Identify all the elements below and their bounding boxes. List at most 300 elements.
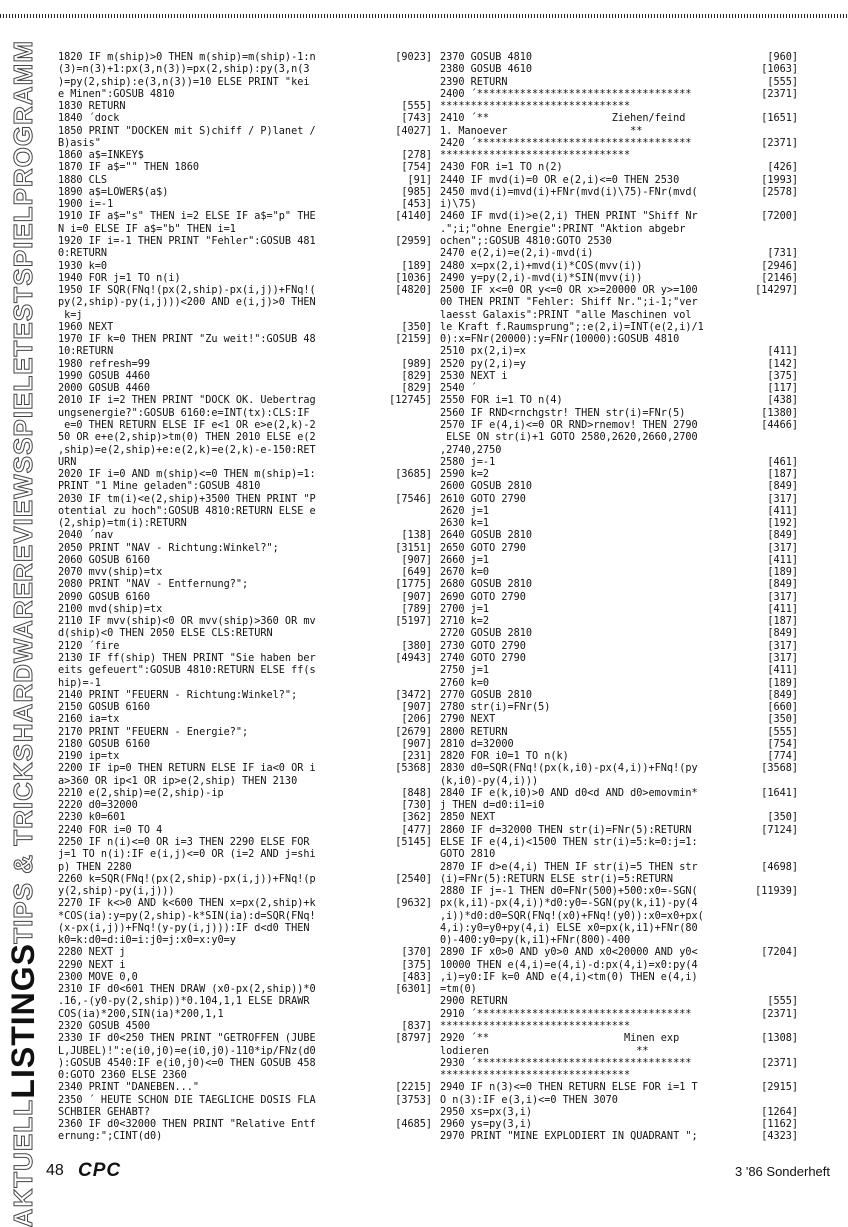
checksum: [2915]: [761, 1082, 798, 1094]
checksum: [2371]: [761, 88, 798, 100]
code-text: 2410 ´** Ziehen/feind 1. Manoever **: [440, 113, 686, 137]
checksum: [483]: [401, 971, 432, 983]
code-text: 1990 GOSUB 4460: [58, 370, 151, 382]
checksum: [350]: [767, 812, 798, 824]
checksum: [849]: [767, 689, 798, 701]
checksum: [754]: [767, 738, 798, 750]
code-text: 2910 ´*********************************** *******************************: [440, 1008, 692, 1032]
code-line: [58, 150, 432, 162]
code-line: [440, 273, 798, 285]
code-text: 2540 ´: [440, 383, 477, 395]
checksum: [1651]: [761, 113, 798, 125]
checksum: [660]: [767, 702, 798, 714]
code-line: [58, 285, 432, 322]
code-line: [440, 481, 798, 493]
code-text: 2190 ip=tx: [58, 751, 120, 763]
code-line: [58, 273, 432, 285]
code-text: 2710 k=2: [440, 616, 490, 628]
checksum: [375]: [767, 370, 798, 382]
code-line: [58, 690, 432, 702]
code-line: [58, 947, 432, 959]
code-text: 2320 GOSUB 4500: [58, 1020, 151, 1032]
code-text: 1910 IF a$="s" THEN i=2 ELSE IF a$="p" THE N i=0 ELSE IF a$="b" THEN i=1: [58, 211, 316, 235]
code-line: [58, 567, 432, 579]
code-line: [58, 383, 432, 395]
code-line: [440, 138, 798, 163]
checksum: [555]: [767, 76, 798, 88]
code-text: 2840 IF e(k,i0)>0 AND d0<d AND d0>emovmin* j THEN d=d0:i1=i0: [440, 787, 698, 812]
code-text: 2090 GOSUB 6160: [58, 591, 151, 603]
code-line: [58, 555, 432, 567]
checksum: [411]: [767, 505, 798, 517]
code-line: [440, 714, 798, 726]
checksum: [1641]: [761, 787, 798, 799]
checksum: [438]: [767, 395, 798, 407]
checksum: [189]: [767, 567, 798, 579]
code-text: 2700 j=1: [440, 603, 490, 615]
checksum: [8797]: [395, 1033, 432, 1045]
code-line: [440, 469, 798, 481]
checksum: [411]: [767, 603, 798, 615]
checksum: [2215]: [395, 1082, 432, 1094]
checksum: [907]: [401, 702, 432, 714]
page-number: 48: [46, 1162, 64, 1179]
checksum: [849]: [767, 628, 798, 640]
sidebar-word: REVIEWS: [8, 454, 38, 582]
code-text: 2350 ´ HEUTE SCHON DIE TAEGLICHE DOSIS FLA SCHBIER GEHABT?: [58, 1094, 316, 1118]
code-line: [58, 334, 432, 359]
code-line: [440, 616, 798, 628]
checksum: [1993]: [761, 174, 798, 186]
listing-column-left: [58, 52, 432, 1144]
checksum: [206]: [401, 714, 432, 726]
code-line: [58, 1033, 432, 1082]
code-text: 2740 GOTO 2790: [440, 653, 526, 665]
checksum: [138]: [401, 530, 432, 542]
checksum: [317]: [767, 493, 798, 505]
code-text: 2490 y=py(2,i)-mvd(i)*SIN(mvv(i)): [440, 272, 643, 284]
code-line: [440, 383, 798, 395]
checksum: [5197]: [395, 616, 432, 628]
code-text: 2470 e(2,i)=e(2,i)-mvd(i): [440, 248, 594, 260]
code-text: 2260 k=SQR(FNq!(px(2,ship)-px(i,j))+FNq!(p y(2,ship)-py(i,j))): [58, 873, 316, 898]
checksum: [2946]: [761, 260, 798, 272]
checksum: [4943]: [395, 653, 432, 665]
checksum: [649]: [401, 567, 432, 579]
code-line: [440, 52, 798, 64]
code-line: [58, 1082, 432, 1094]
code-text: 2300 MOVE 0,0: [58, 971, 138, 983]
code-line: [58, 616, 432, 641]
code-line: [58, 739, 432, 751]
code-text: 2870 IF d>e(4,i) THEN IF str(i)=5 THEN str (i)=FNr(5):RETURN ELSE str(i)=5:RETURN: [440, 861, 698, 885]
checksum: [189]: [401, 260, 432, 272]
checksum: [907]: [401, 591, 432, 603]
code-line: [440, 543, 798, 555]
code-line: [440, 1082, 798, 1107]
checksum: [231]: [401, 751, 432, 763]
code-text: 2790 NEXT: [440, 714, 496, 726]
code-line: [58, 1119, 432, 1144]
code-text: 2150 GOSUB 6160: [58, 702, 151, 714]
checksum: [317]: [767, 653, 798, 665]
code-line: [440, 261, 798, 273]
code-line: [58, 960, 432, 972]
code-line: [440, 494, 798, 506]
code-line: [440, 1009, 798, 1034]
code-text: 2380 GOSUB 4610: [440, 64, 533, 76]
code-text: 2200 IF ip=0 THEN RETURN ELSE IF ia<0 OR i a>360 OR ip<1 OR ip>e(2,ship) THEN 2130: [58, 763, 316, 787]
checksum: [2371]: [761, 137, 798, 149]
code-text: 2630 k=1: [440, 518, 490, 530]
checksum: [91]: [407, 174, 432, 186]
checksum: [453]: [401, 199, 432, 211]
code-text: 2570 IF e(4,i)<=0 OR RND>rnemov! THEN 2790 ELSE ON str(i)+1 GOTO 2580,2620,2660,2700 ,2740,2750: [440, 419, 698, 456]
checksum: [187]: [767, 616, 798, 628]
checksum: [848]: [401, 787, 432, 799]
checksum: [317]: [767, 542, 798, 554]
code-line: [58, 800, 432, 812]
code-text: 2600 GOSUB 2810: [440, 481, 533, 493]
code-text: 2240 FOR i=0 TO 4: [58, 824, 163, 836]
code-line: [440, 420, 798, 457]
code-line: [58, 788, 432, 800]
checksum: [117]: [767, 383, 798, 395]
checksum: [187]: [767, 469, 798, 481]
code-text: 1860 a$=INKEY$: [58, 150, 144, 162]
code-line: [440, 1131, 798, 1143]
checksum: [2679]: [395, 726, 432, 738]
code-line: [440, 947, 798, 996]
code-text: 2960 ys=py(3,i): [440, 1119, 533, 1131]
code-line: [440, 518, 798, 530]
code-text: 1960 NEXT: [58, 321, 114, 333]
checksum: [2146]: [761, 272, 798, 284]
checksum: [9632]: [395, 898, 432, 910]
checksum: [370]: [401, 947, 432, 959]
code-text: 1970 IF k=0 THEN PRINT "Zu weit!":GOSUB 48 10:RETURN: [58, 334, 316, 358]
code-text: 2110 IF mvv(ship)<0 OR mvv(ship)>360 OR mv d(ship)<0 THEN 2050 ELSE CLS:RETURN: [58, 616, 316, 640]
checksum: [1063]: [761, 64, 798, 76]
code-text: 2880 IF j=-1 THEN d0=FNr(500)+500:x0=-SGN( px(k,i1)-px(4,i))*d0:y0=-SGN(py(k,i1)-py(4 ,i))*d0:d0=SQR(FNq!(x0)+FNq!(y0)):x0=x0+px( 4,i):y0=y0+py(4,i) ELSE x0=px(k,i1)+FNr(80 0)-400:y0=py(k,i1)+FNr(800)-400: [440, 886, 704, 947]
checksum: [4323]: [761, 1131, 798, 1143]
code-line: [440, 395, 798, 407]
code-text: 2590 k=2: [440, 469, 490, 481]
code-line: [440, 555, 798, 567]
code-text: 1890 a$=LOWER$(a$): [58, 186, 169, 198]
code-text: 1920 IF i=-1 THEN PRINT "Fehler":GOSUB 481 0:RETURN: [58, 235, 316, 260]
checksum: [3568]: [761, 763, 798, 775]
checksum: [1036]: [395, 272, 432, 284]
sidebar-word: SPIELETEST: [8, 285, 38, 455]
code-line: [58, 187, 432, 199]
sidebar-word: HARDWARE: [8, 581, 38, 743]
code-line: [58, 714, 432, 726]
checksum: [3753]: [395, 1094, 432, 1106]
code-text: 1950 IF SQR(FNq!(px(2,ship)-px(i,j))+FNq!( py(2,ship)-py(i,j)))<200 AND e(i,j)>0 THEN k=j: [58, 285, 316, 321]
code-line: [440, 812, 798, 824]
code-line: [58, 469, 432, 494]
checksum: [555]: [767, 996, 798, 1008]
code-text: 2500 IF x<=0 OR y<=0 OR x>=20000 OR y>=100 00 THEN PRINT "Fehler: Shiff Nr.";i-1;"ver laesst Galaxis":PRINT "alle Maschinen vol le Kraft f.Raumsprung";:e(2,i)=INT(e(2,i)/1 0):x=FNr(20000):y=FNr(10000):GOSUB 4810: [440, 285, 704, 346]
code-line: [58, 236, 432, 261]
checksum: [4698]: [761, 861, 798, 873]
code-text: 2820 FOR i0=1 TO n(k): [440, 751, 569, 763]
code-line: [58, 1021, 432, 1033]
checksum: [849]: [767, 530, 798, 542]
code-text: 2390 RETURN: [440, 76, 508, 88]
code-line: [440, 702, 798, 714]
code-line: [58, 641, 432, 653]
code-text: 2130 IF ff(ship) THEN PRINT "Sie haben ber eits gefeuert":GOSUB 4810:RETURN ELSE ff(s hip)=-1: [58, 653, 316, 689]
code-line: [440, 408, 798, 420]
code-text: 2140 PRINT "FEUERN - Richtung:Winkel?";: [58, 689, 298, 701]
code-line: [440, 162, 798, 174]
code-text: 2100 mvd(ship)=tx: [58, 603, 163, 615]
code-text: 2310 IF d0<601 THEN DRAW (x0-px(2,ship))*0 .16,-(y0-py(2,ship))*0.104,1,1 ELSE DRAWR COS(ia)*200,SIN(ia)*200,1,1: [58, 984, 316, 1020]
code-text: 2280 NEXT j: [58, 947, 126, 959]
code-line: [58, 359, 432, 371]
code-text: 2770 GOSUB 2810: [440, 689, 533, 701]
code-line: [58, 543, 432, 555]
checksum: [4820]: [395, 285, 432, 297]
code-text: 2810 d=32000: [440, 738, 514, 750]
code-line: [440, 628, 798, 640]
page-footer: [0, 1158, 848, 1188]
code-text: 2180 GOSUB 6160: [58, 738, 151, 750]
checksum: [7124]: [761, 824, 798, 836]
checksum: [730]: [401, 800, 432, 812]
code-text: 2950 xs=px(3,i): [440, 1106, 533, 1118]
checksum: [774]: [767, 751, 798, 763]
code-text: 1840 ´dock: [58, 113, 120, 125]
checksum: [743]: [401, 113, 432, 125]
code-line: [58, 162, 432, 174]
checksum: [317]: [767, 591, 798, 603]
code-text: 2360 IF d0<32000 THEN PRINT "Relative Entf ernung:";CINT(d0): [58, 1119, 316, 1143]
code-line: [58, 702, 432, 714]
code-line: [440, 825, 798, 862]
code-text: 1870 IF a$="" THEN 1860: [58, 162, 200, 174]
checksum: [14297]: [755, 285, 798, 297]
sidebar-word: AKTUELL: [8, 1098, 38, 1227]
code-line: [440, 567, 798, 579]
checksum: [7204]: [761, 947, 798, 959]
code-text: 2920 ´** Minen exp lodieren **: [440, 1033, 680, 1057]
checksum: [837]: [401, 1020, 432, 1032]
code-line: [58, 653, 432, 690]
issue-label: 3 '86 Sonderheft: [735, 1164, 830, 1179]
code-line: [58, 763, 432, 788]
checksum: [11939]: [755, 886, 798, 898]
checksum: [477]: [401, 824, 432, 836]
code-text: 2720 GOSUB 2810: [440, 628, 533, 640]
code-line: [440, 579, 798, 591]
checksum: [4140]: [395, 211, 432, 223]
checksum: [317]: [767, 640, 798, 652]
checksum: [1308]: [761, 1033, 798, 1045]
checksum: [7200]: [761, 211, 798, 223]
code-line: [440, 1107, 798, 1119]
code-text: 2160 ia=tx: [58, 714, 120, 726]
code-line: [58, 751, 432, 763]
code-text: 1880 CLS: [58, 174, 108, 186]
checksum: [411]: [767, 346, 798, 358]
checksum: [461]: [767, 456, 798, 468]
code-line: [58, 530, 432, 542]
sidebar-word: LISTINGS: [5, 943, 41, 1099]
checksum: [829]: [401, 383, 432, 395]
checksum: [754]: [401, 162, 432, 174]
sidebar-word: SPIELPROGRAMM: [8, 40, 38, 286]
code-line: [440, 211, 798, 248]
checksum: [849]: [767, 579, 798, 591]
code-line: [58, 175, 432, 187]
code-line: [440, 886, 798, 947]
checksum: [1380]: [761, 407, 798, 419]
code-line: [440, 653, 798, 665]
code-line: [440, 1033, 798, 1058]
code-text: 2660 j=1: [440, 554, 490, 566]
code-text: 2120 ´fire: [58, 640, 120, 652]
checksum: [789]: [401, 603, 432, 615]
checksum: [1162]: [761, 1119, 798, 1131]
section-sidebar: [0, 40, 46, 1227]
checksum: [985]: [401, 186, 432, 198]
code-text: 2550 FOR i=1 TO n(4): [440, 395, 563, 407]
checksum: [362]: [401, 812, 432, 824]
code-line: [440, 1058, 798, 1083]
code-line: [440, 592, 798, 604]
code-text: 1850 PRINT "DOCKEN mit S)chiff / P)lanet / B)asis": [58, 125, 316, 149]
code-text: 1930 k=0: [58, 260, 108, 272]
code-text: 2460 IF mvd(i)>e(2,i) THEN PRINT "Shiff Nr .";i;"ohne Energie":PRINT "Aktion abgebr ochen";:GOSUB 4810:GOTO 2530: [440, 211, 698, 247]
code-line: [440, 506, 798, 518]
code-line: [440, 751, 798, 763]
code-text: 2290 NEXT i: [58, 959, 126, 971]
code-line: [58, 1095, 432, 1120]
code-text: 2670 k=0: [440, 567, 490, 579]
checksum: [3151]: [395, 542, 432, 554]
code-line: [58, 126, 432, 151]
checksum: [12745]: [389, 395, 432, 407]
code-text: 2830 d0=SQR(FNq!(px(k,i0)-px(4,i))+FNq!(py (k,i0)-py(4,i))): [440, 763, 698, 787]
code-text: 2860 IF d=32000 THEN str(i)=FNr(5):RETURN ELSE IF e(4,i)<1500 THEN str(i)=5:k=0:j=1: GOTO 2810: [440, 824, 698, 861]
checksum: [2371]: [761, 1008, 798, 1020]
code-text: 2210 e(2,ship)=e(2,ship)-ip: [58, 787, 224, 799]
code-text: 2370 GOSUB 4810: [440, 52, 533, 63]
code-text: 1900 i=-1: [58, 199, 114, 211]
code-text: 2640 GOSUB 2810: [440, 530, 533, 542]
code-line: [440, 1119, 798, 1131]
code-line: [58, 101, 432, 113]
checksum: [960]: [767, 52, 798, 63]
code-text: 1980 refresh=99: [58, 358, 151, 370]
checksum: [278]: [401, 150, 432, 162]
code-line: [440, 113, 798, 138]
code-text: 2440 IF mvd(i)=0 OR e(2,i)<=0 THEN 2530: [440, 174, 680, 186]
code-line: [58, 371, 432, 383]
code-line: [440, 64, 798, 76]
listing-column-right: [440, 52, 798, 1144]
checksum: [7546]: [395, 493, 432, 505]
code-text: 2330 IF d0<250 THEN PRINT "GETROFFEN (JUBE L,JUBEL)!":e(i0,j0)=e(i0,j0)-110*ip/FNz(d0 ):GOSUB 4540:IF e(i0,j0)<=0 THEN GOSUB 458 0:GOTO 2360 ELSE 2360: [58, 1033, 316, 1082]
code-text: 2420 ´*********************************** *******************************: [440, 137, 692, 162]
code-line: [440, 739, 798, 751]
code-text: 2340 PRINT "DANEBEN...": [58, 1082, 200, 1094]
code-text: 2890 IF x0>0 AND y0>0 AND x0<20000 AND y0< 10000 THEN e(4,i)=e(4,i)-d:px(4,i)=x0:py(4 ,i)=y0:IF k=0 AND e(4,i)<tm(0) THEN e(4,i) =tm(0): [440, 947, 698, 996]
code-text: 2080 PRINT "NAV - Entfernung?";: [58, 579, 249, 591]
code-line: [440, 862, 798, 887]
code-text: 2430 FOR i=1 TO n(2): [440, 162, 563, 174]
checksum: [350]: [767, 714, 798, 726]
checksum: [4685]: [395, 1119, 432, 1131]
code-text: 1940 FOR j=1 TO n(i): [58, 272, 181, 284]
code-line: [440, 248, 798, 260]
checksum: [731]: [767, 248, 798, 260]
code-line: [440, 371, 798, 383]
code-line: [440, 89, 798, 114]
code-text: 2940 IF n(3)<=0 THEN RETURN ELSE FOR i=1 T O n(3):IF e(3,i)<=0 THEN 3070: [440, 1082, 698, 1106]
checksum: [907]: [401, 738, 432, 750]
checksum: [4027]: [395, 125, 432, 137]
checksum: [3472]: [395, 689, 432, 701]
checksum: [9023]: [395, 52, 432, 63]
code-text: 2680 GOSUB 2810: [440, 579, 533, 591]
code-line: [440, 678, 798, 690]
code-text: 2730 GOTO 2790: [440, 640, 526, 652]
checksum: [989]: [401, 358, 432, 370]
checksum: [426]: [767, 162, 798, 174]
code-text: 2610 GOTO 2790: [440, 493, 526, 505]
checksum: [3685]: [395, 469, 432, 481]
code-line: [58, 898, 432, 947]
code-line: [58, 211, 432, 236]
code-line: [58, 579, 432, 591]
checksum: [411]: [767, 665, 798, 677]
checksum: [380]: [401, 640, 432, 652]
code-line: [58, 825, 432, 837]
checksum: [4466]: [761, 419, 798, 431]
code-line: [58, 972, 432, 984]
code-line: [440, 788, 798, 813]
code-line: [440, 763, 798, 788]
checksum: [2159]: [395, 334, 432, 346]
code-line: [440, 175, 798, 187]
code-text: 2760 k=0: [440, 677, 490, 689]
code-line: [440, 285, 798, 346]
code-line: [58, 322, 432, 334]
code-text: 2560 IF RND<rnchgstr! THEN str(i)=FNr(5): [440, 407, 686, 419]
checksum: [189]: [767, 677, 798, 689]
code-text: 2050 PRINT "NAV - Richtung:Winkel?";: [58, 542, 279, 554]
code-text: 2270 IF k<>0 AND k<600 THEN x=px(2,ship)+k *COS(ia):y=py(2,ship)-k*SIN(ia):d=SQR(FNq! (x-px(i,j))+FNq!(y-py(i,j))):IF d<d0 THEN k0=k:d0=d:i0=i:j0=j:x0=x:y0=y: [58, 898, 316, 947]
code-line: [58, 837, 432, 874]
code-line: [58, 261, 432, 273]
checksum: [2540]: [395, 873, 432, 885]
code-line: [58, 727, 432, 739]
code-line: [440, 187, 798, 212]
checksum: [375]: [401, 959, 432, 971]
code-line: [440, 530, 798, 542]
code-line: [440, 727, 798, 739]
code-line: [58, 52, 432, 101]
checksum: [2371]: [761, 1057, 798, 1069]
code-text: 1820 IF m(ship)>0 THEN m(ship)=m(ship)-1:n (3)=n(3)+1:px(3,n(3))=px(2,ship):py(3,n(3 )=py(2,ship):e(3,n(3))=10 ELSE PRINT "kei e Minen":GOSUB 4810: [58, 52, 316, 100]
code-text: 2450 mvd(i)=mvd(i)+FNr(mvd(i)\75)-FNr(mvd( i)\75): [440, 186, 698, 211]
checksum: [1775]: [395, 579, 432, 591]
code-line: [440, 690, 798, 702]
